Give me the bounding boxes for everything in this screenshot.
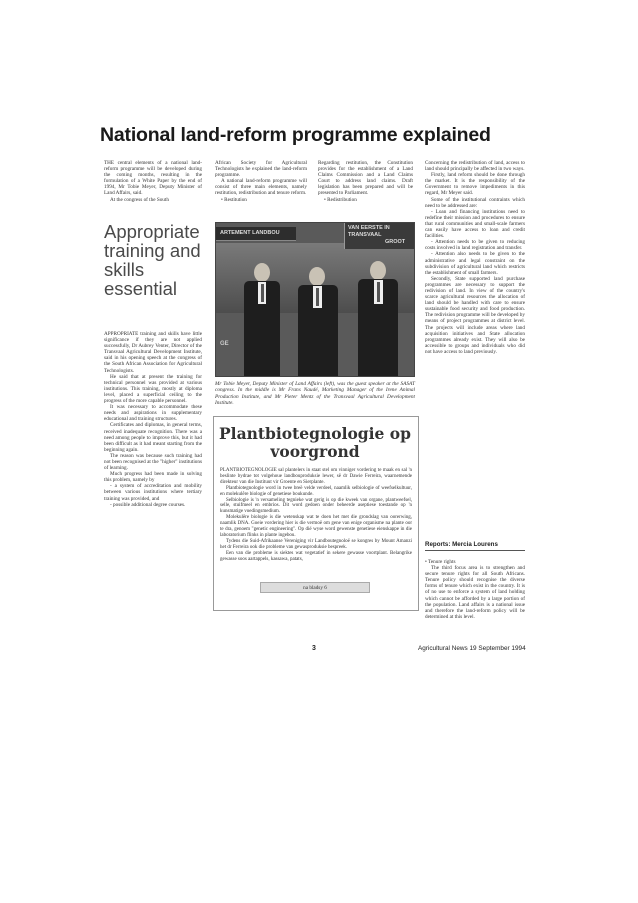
paragraph: The reason was because such training had not been recognised at the "higher" institutions of learning. [104,452,202,472]
news-photo [215,222,415,377]
paragraph: - a system of accreditation and mobility between various institutions where tertiary training was provided, and [104,483,202,502]
paragraph: Concerning the redistribution of land, access to land should principally be affected in two ways. [425,160,525,173]
banner-text: TRANSVAAL [348,232,382,238]
photo-corner-text: GE [220,341,229,347]
paragraph: Some of the institutional contraints which need to be addressed are: [425,196,525,209]
column-4 [425,160,525,355]
photo-banner-right [344,223,414,249]
paragraph: Tydens die Suid-Afrikaanse Vereniging vir Landboutegnoloë se kongres by Mount Amanzi het dr Ferreira ook die probleme van gewasproduksie bespreek. [220,538,412,550]
paragraph: African Society for Agricultural Technologists he explained the land-reform programme. [215,160,307,179]
paragraph: - Loan and financing institutions need to redefine their mission and procedures to ensure that rural communities and small-scale farmers can easily have access to loan and credit facilities. [425,208,525,240]
paragraph: Plantbiotegnologie word in twee breë velde verdeel, naamlik selbiologie of weefselkultuur, en molekulêre biologie of genetiese boukunde. [220,485,412,497]
paragraph: Molekulêre biologie is die wetenskap wat te doen het met die grondslag van oorerwing, naamlik DNA. Goeie vordering hier is die vermoë om gene van enige organisme na plante oor te dra, genoem "genetic engineering". Op dié wyse word gewenste genetiese eienskappe in die laboratorium flinks in plante ingebou. [220,515,412,538]
box-article-title: Plantbiotegnologie op voorgrond [219,424,411,461]
banner-text: GROOT [385,239,406,245]
paragraph: Secondly, State supported land purchase programmes are necessary to support the redivision of land. In view of the country's scarce agricultural resources the allocation of land should be handled with care to ensure sustainable food security and food production. The redivision programme will be developed by means of project programmes at district level. The projects will include areas where land acquisition initiatives and State allocation programmes already exist. They will also be accessible to groups and individuals who did not have access to land previously. [425,275,525,355]
column-3 [318,160,413,203]
column-1-training-article [104,331,202,508]
paragraph: It was necessary to accommodate these needs and aspirations in supplementary educational and training structures. [104,404,202,423]
banner-text: ARTEMENT LANDBOU [220,230,280,236]
paragraph: • Tenure rights [425,559,456,565]
paragraph: Firstly, land reform should be done through the market. It is the responsibility of the Government to remove impediments in this regard, Mr Meyer said. [425,172,525,197]
paragraph: Certificates and diplomas, in general terms, received inadequate recognition. There was a need among people to improve this, but it had been difficult as it had meant starting from the beginning again. [104,422,202,453]
photo-banner-left [216,227,296,241]
paragraph: At the congress of the South [110,196,169,203]
paragraph: He said that at present the training for technical personnel was provided at various institutions. This training, mostly at diploma level, placed a superficial ceiling to the progress of the more capable personnel. [104,373,202,405]
paragraph: A national land-reform programme will consist of three main elements, namely restitution, redistribution and tenure reform. [215,178,307,197]
publication-date-footer: Agricultural News 19 September 1994 [418,645,526,652]
paragraph: THE central elements of a national land-reform programme will be developed during the coming months, resulting in the formulation of a White Paper by the end of 1994, Mr Tobie Meyer, Deputy Minister of Land Affairs, said. [104,160,202,197]
paragraph: PLANTBIOTEGNOLOGIE sal plantelers in staat stel om vinniger vordering te maak en sal 'n beslinte bydrae tot volgehoue landbouproduksie lewer, sê dr Dawie Ferreira, waarnemende direkteur van die Instituut vir Groente en Sierplante. [220,468,412,485]
page-number: 3 [312,645,316,652]
paragraph: APPROPRIATE training and skills have little significance if they are not applied successfully, Dr Aubrey Venter, Director of the Transvaal Agricultural Development Institute, said in his opening speech at the congress of the South African Association for Agricultural Technologists. [104,331,202,374]
paragraph: - Attention needs to be given to reducing costs involved in land registration and transfer. [425,239,525,252]
paragraph: Een van die probleme is siektes wat vegetatief in sekere gewasse voortplant. Belangrike gewasse soos aartappels, kassawa, patats, [220,550,412,562]
paragraph: • Restitution [221,196,247,203]
paragraph: • Redistribution [324,196,357,203]
continued-on-page-note: na bladsy 6 [260,582,370,593]
article-headline: National land-reform programme explained [100,124,491,146]
box-article-body [220,468,412,563]
banner-text: VAN EERSTE IN [348,225,390,231]
sidebar-subheading: Appropriate training and skills essential [104,221,201,299]
paragraph: Selbiologie is 'n versameling tegnieke wat gerig is op die kweek van organe, plantweefsel, selle, stuifmeel en embrios. Dit word gedoen onder beheerde aseptiese toestande op 'n kunsmatige voedingsmedium. [220,497,412,515]
column-2 [215,160,307,203]
column-1-intro [104,160,202,203]
photo-caption: Mr Tobie Meyer, Deputy Minister of Land Affairs (left), was the guest speaker at the SASAT congress. In the middle is Mr Frans Naudé, Marketing Manager of the Irene Animal Production Institute, and Mr Pieter Mentz of the Transvaal Agricultural Development Institute. [215,381,415,406]
paragraph: The third focus area is to strengthen and secure tenure rights for all South Africans. Tenure policy should recognise the diverse forms of tenure which exist in the country. It is of no use to enforce a system of land holding which cannot be afforded by a large portion of the population. Land affairs is a national issue and therefore the land-reform policy will be determined at this level. [425,565,525,620]
paragraph: Regarding restitution, the Constitution provides for the establishment of a Land Claims Commission and a Land Claims Court to address land claims. Draft legislation has been prepared and will be presented to Parliament. [318,160,413,197]
paragraph: Much progress had been made in solving this problem, namely by [104,471,202,484]
paragraph: - Attention also needs to be given to the administrative and legal constraint on the subdivision of agricultural land which restricts the establishment of small farmers. [425,251,525,276]
column-4-tenure [425,559,525,620]
paragraph: - possible additional degree courses. [110,501,186,508]
reporter-credit: Reports: Mercia Lourens [425,541,525,551]
